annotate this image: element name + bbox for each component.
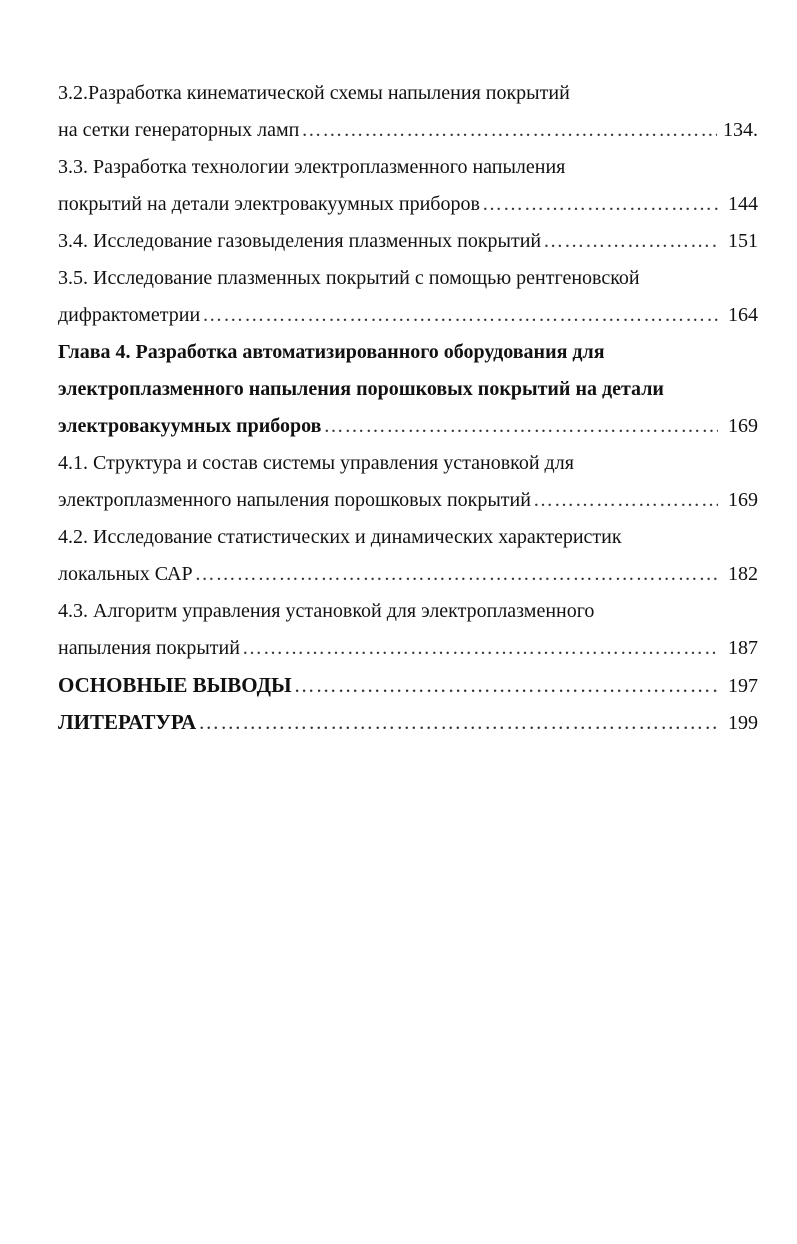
dot-leader xyxy=(323,411,718,441)
toc-literature xyxy=(58,707,758,744)
toc-entry-text: 4.1. Структура и состав системы управления установкой для xyxy=(58,452,574,474)
toc-entry-3-5-line-1 xyxy=(58,263,758,300)
toc-entry-text: 3.4. Исследование газовыделения плазменных покрытий xyxy=(58,230,542,252)
toc-entry-4-1-line-1 xyxy=(58,448,758,485)
toc-page-number: 187 xyxy=(728,637,758,659)
toc-entry-3-4 xyxy=(58,226,758,263)
toc-page-number: 199 xyxy=(728,712,758,734)
toc-entry-3-2-line-2 xyxy=(58,115,758,152)
dot-leader xyxy=(533,485,718,515)
toc-entry-text: 3.2.Разработка кинематической схемы напыления покрытий xyxy=(58,82,570,104)
dot-leader xyxy=(301,115,717,145)
toc-entry-4-3-line-1 xyxy=(58,596,758,633)
toc-entry-text: Глава 4. Разработка автоматизированного оборудования для xyxy=(58,341,605,363)
toc-entry-text: напыления покрытий xyxy=(58,637,240,659)
toc-page-number: 197 xyxy=(728,675,758,697)
toc-page-number: 169 xyxy=(728,489,758,511)
toc-entry-4-2-line-1 xyxy=(58,522,758,559)
toc-entry-text: ОСНОВНЫЕ ВЫВОДЫ xyxy=(58,673,292,697)
toc-entry-text: электроплазменного напыления порошковых покрытий на детали xyxy=(58,378,664,400)
toc-page-number: 134. xyxy=(723,119,758,141)
toc-entry-3-2-line-1 xyxy=(58,78,758,115)
toc-page-number: 164 xyxy=(728,304,758,326)
toc-main-conclusions xyxy=(58,670,758,707)
toc-entry-text: 4.3. Алгоритм управления установкой для электроплазменного xyxy=(58,600,595,622)
toc-entry-text: покрытий на детали электровакуумных приборов xyxy=(58,193,480,215)
toc-entry-text: локальных САР xyxy=(58,563,193,585)
dot-leader xyxy=(198,707,718,737)
dot-leader xyxy=(242,633,718,663)
toc-entry-4-2-line-2 xyxy=(58,559,758,596)
dot-leader xyxy=(202,300,718,330)
toc-page-number: 151 xyxy=(728,230,758,252)
toc-entry-text: дифрактометрии xyxy=(58,304,201,326)
dot-leader xyxy=(195,559,718,589)
toc-page-number: 144 xyxy=(728,193,758,215)
toc-page-number: 169 xyxy=(728,415,758,437)
table-of-contents xyxy=(58,78,758,744)
dot-leader xyxy=(482,189,718,219)
toc-entry-text: электроплазменного напыления порошковых покрытий xyxy=(58,489,531,511)
toc-chapter-4-line-1 xyxy=(58,337,758,374)
toc-entry-text: 3.5. Исследование плазменных покрытий с помощью рентгеновской xyxy=(58,267,640,289)
toc-entry-3-5-line-2 xyxy=(58,300,758,337)
toc-entry-4-1-line-2 xyxy=(58,485,758,522)
toc-entry-text: на сетки генераторных ламп xyxy=(58,119,300,141)
dot-leader xyxy=(543,226,718,256)
dot-leader xyxy=(294,670,718,700)
toc-entry-text: 4.2. Исследование статистических и динамических характеристик xyxy=(58,526,622,548)
toc-entry-3-3-line-1 xyxy=(58,152,758,189)
toc-chapter-4-line-3 xyxy=(58,411,758,448)
toc-entry-4-3-line-2 xyxy=(58,633,758,670)
toc-chapter-4-line-2 xyxy=(58,374,758,411)
toc-entry-text: 3.3. Разработка технологии электроплазменного напыления xyxy=(58,156,566,178)
toc-page-number: 182 xyxy=(728,563,758,585)
toc-entry-text: электровакуумных приборов xyxy=(58,415,322,437)
toc-entry-text: ЛИТЕРАТУРА xyxy=(58,710,197,734)
toc-entry-3-3-line-2 xyxy=(58,189,758,226)
